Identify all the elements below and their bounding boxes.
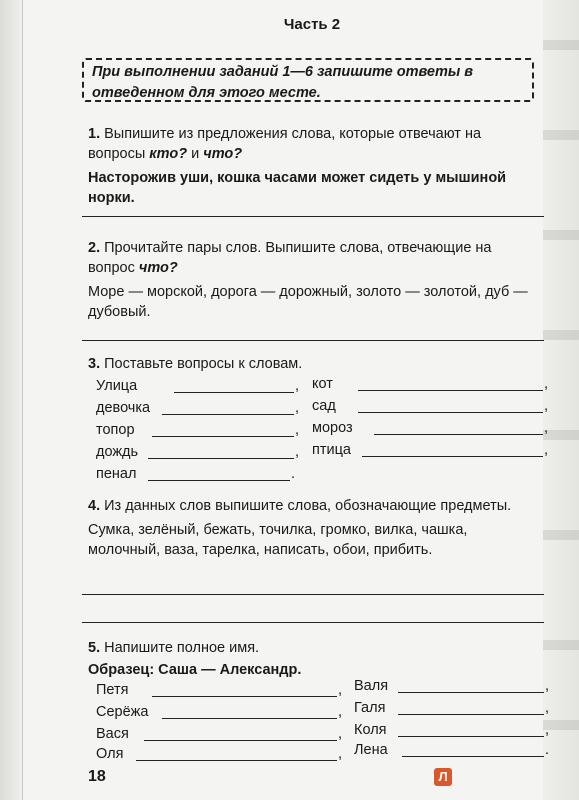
answer-blank[interactable] bbox=[152, 696, 337, 697]
task-text: Выпишите из предложения слова, которые отвечают на вопросы bbox=[88, 126, 482, 162]
name-label: Серёжа bbox=[96, 704, 149, 720]
word-label: сад bbox=[312, 398, 336, 414]
task-text: Прочитайте пары слов. Выпишите слова, отвечающие на вопрос bbox=[88, 240, 492, 276]
task-text: Напишите полное имя. bbox=[104, 640, 260, 656]
comma: , bbox=[338, 726, 343, 742]
answer-blank[interactable] bbox=[398, 692, 544, 693]
answer-blank[interactable] bbox=[174, 392, 294, 393]
answer-blank[interactable] bbox=[398, 714, 544, 715]
task-5 bbox=[88, 638, 538, 680]
name-label: Лена bbox=[354, 742, 388, 758]
answer-blank[interactable] bbox=[148, 458, 294, 459]
answer-blank[interactable] bbox=[162, 414, 294, 415]
question-word: что? bbox=[138, 260, 178, 276]
task-3 bbox=[88, 354, 538, 374]
word-label: дождь bbox=[96, 444, 139, 460]
task-number: 2. bbox=[88, 240, 101, 256]
task-sentence: Насторожив уши, кошка часами может сидеть у мышиной норки. bbox=[88, 170, 507, 206]
comma: , bbox=[295, 378, 300, 394]
word-label: пенал bbox=[96, 466, 137, 482]
word-label: Улица bbox=[96, 378, 138, 394]
answer-blank[interactable] bbox=[358, 412, 543, 413]
answer-blank[interactable] bbox=[402, 756, 544, 757]
name-label: Оля bbox=[96, 746, 124, 762]
answer-line[interactable] bbox=[82, 340, 544, 341]
word-label: девочка bbox=[96, 400, 151, 416]
instructions-box: При выполнении заданий 1—6 запишите ответы в отведенном для этого месте. bbox=[82, 58, 534, 102]
comma: , bbox=[295, 400, 300, 416]
answer-line[interactable] bbox=[82, 594, 544, 595]
comma: , bbox=[338, 704, 343, 720]
comma: , bbox=[544, 442, 549, 458]
name-label: Вася bbox=[96, 726, 129, 742]
question-word: что? bbox=[203, 146, 243, 162]
period: . bbox=[291, 466, 296, 482]
answer-blank[interactable] bbox=[144, 740, 337, 741]
word-pairs: Море — морской, дорога — дорожный, золото — золотой, дуб — дубовый. bbox=[88, 284, 528, 320]
name-label: Петя bbox=[96, 682, 129, 698]
name-label: Коля bbox=[354, 722, 387, 738]
comma: , bbox=[545, 722, 550, 738]
publisher-logo-icon: Л bbox=[434, 768, 452, 786]
answer-blank[interactable] bbox=[358, 390, 543, 391]
answer-line[interactable] bbox=[82, 216, 544, 217]
name-label: Валя bbox=[354, 678, 389, 694]
answer-blank[interactable] bbox=[162, 718, 337, 719]
comma: , bbox=[545, 700, 550, 716]
comma: , bbox=[338, 746, 343, 762]
word-label: топор bbox=[96, 422, 135, 438]
question-word: кто? bbox=[149, 146, 188, 162]
example: Образец: Саша — Александр. bbox=[88, 662, 302, 678]
conjunction: и bbox=[191, 146, 200, 162]
comma: , bbox=[545, 678, 550, 694]
task-text: Из данных слов выпишите слова, обозначающие предметы. bbox=[104, 498, 512, 514]
comma: , bbox=[295, 444, 300, 460]
comma: , bbox=[295, 422, 300, 438]
part-title: Часть 2 bbox=[283, 16, 341, 33]
page-number: 18 bbox=[88, 768, 106, 785]
word-list: Сумка, зелёный, бежать, точилка, громко, вилка, чашка, молочный, ваза, тарелка, написать, обои, прибить. bbox=[88, 522, 468, 558]
word-label: кот bbox=[312, 376, 333, 392]
word-label: мороз bbox=[312, 420, 353, 436]
answer-line[interactable] bbox=[82, 622, 544, 623]
task-text: Поставьте вопросы к словам. bbox=[104, 356, 303, 372]
task-number: 4. bbox=[88, 498, 101, 514]
task-2 bbox=[88, 238, 538, 322]
answer-blank[interactable] bbox=[398, 736, 544, 737]
task-number: 1. bbox=[88, 126, 101, 142]
answer-blank[interactable] bbox=[136, 760, 337, 761]
task-number: 5. bbox=[88, 640, 101, 656]
answer-blank[interactable] bbox=[374, 434, 543, 435]
answer-blank[interactable] bbox=[362, 456, 543, 457]
comma: , bbox=[338, 682, 343, 698]
period: . bbox=[545, 742, 550, 758]
comma: , bbox=[544, 398, 549, 414]
word-label: птица bbox=[312, 442, 351, 458]
comma: , bbox=[544, 420, 549, 436]
page-content bbox=[72, 0, 552, 800]
comma: , bbox=[544, 376, 549, 392]
answer-blank[interactable] bbox=[148, 480, 290, 481]
name-label: Галя bbox=[354, 700, 386, 716]
page-binding-edge bbox=[0, 0, 23, 800]
task-1 bbox=[88, 124, 538, 208]
answer-blank[interactable] bbox=[152, 436, 294, 437]
task-4 bbox=[88, 496, 538, 560]
task-number: 3. bbox=[88, 356, 101, 372]
